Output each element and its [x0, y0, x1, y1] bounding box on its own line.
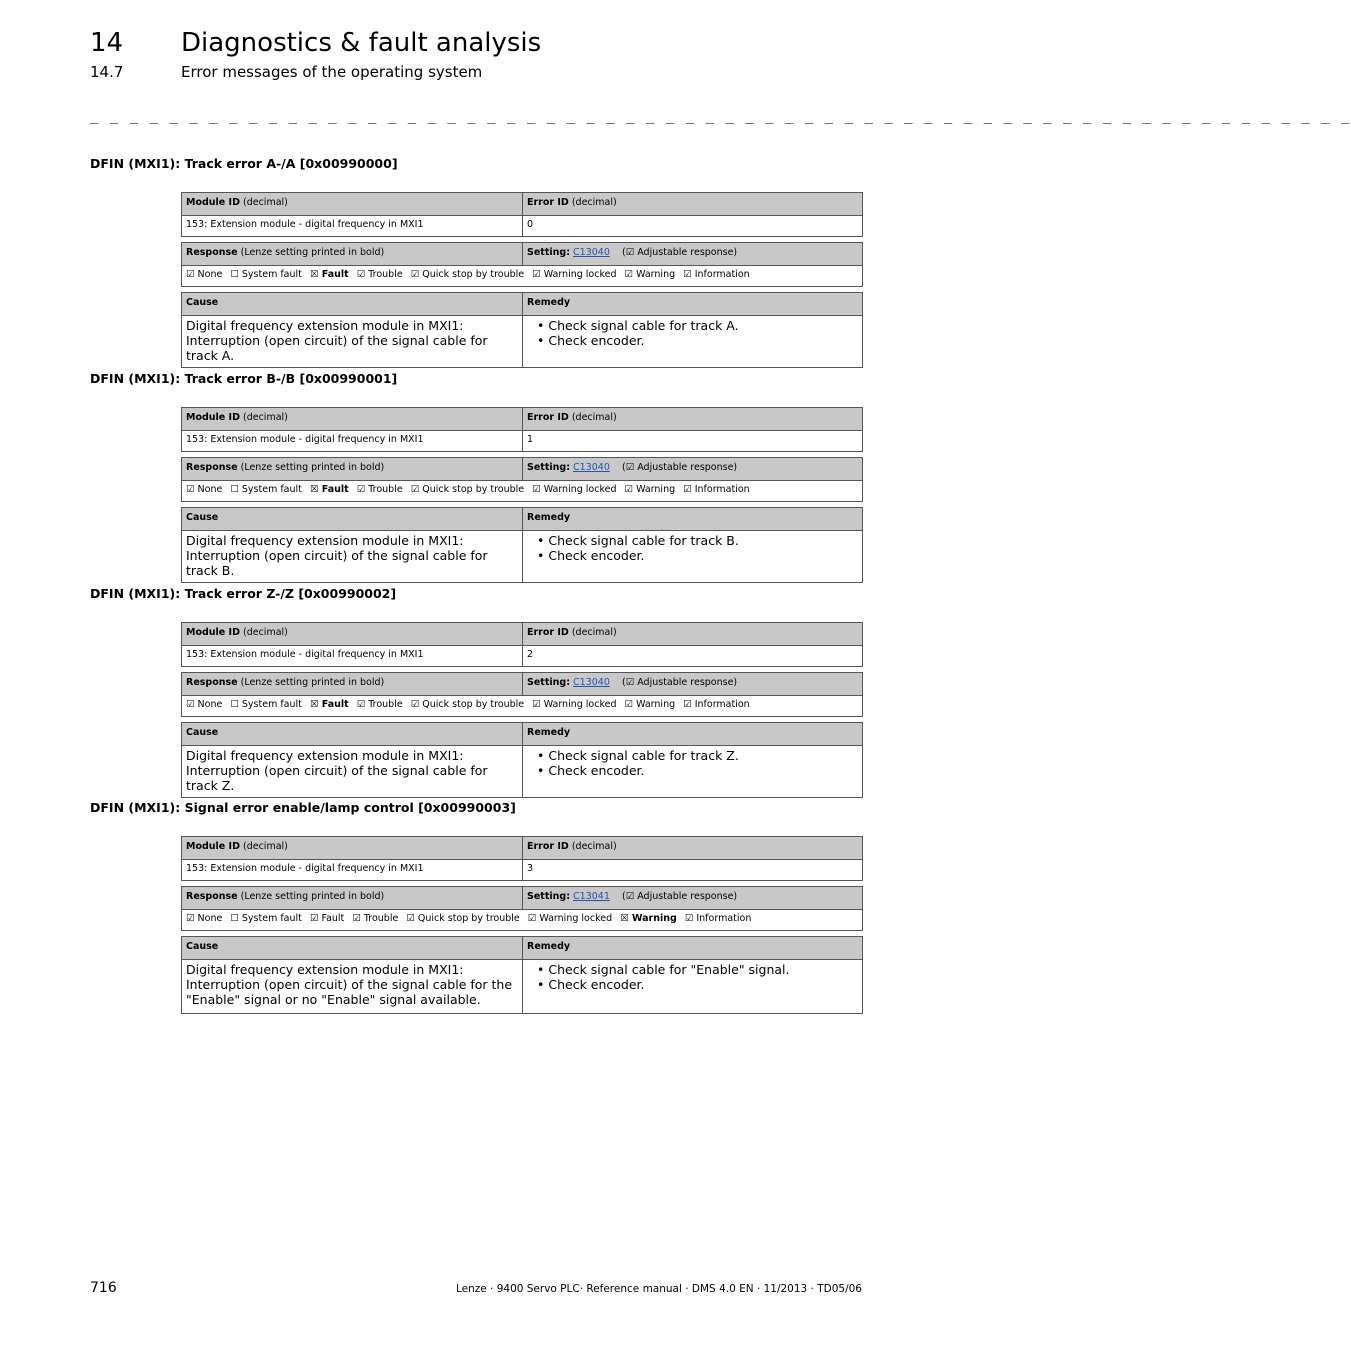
response-information: ☑ Information: [684, 913, 752, 924]
error-heading: DFIN (MXI1): Signal error enable/lamp control [0x00990003]: [90, 800, 516, 815]
response-trouble: ☑ Trouble: [352, 913, 399, 924]
remedy-header: Remedy: [523, 293, 863, 316]
setting-code-link[interactable]: C13040: [573, 677, 610, 688]
response-options: [182, 910, 863, 931]
module-table: [181, 407, 863, 452]
response-system-fault: ☐ System fault: [230, 269, 302, 280]
response-none: ☑ None: [186, 699, 223, 710]
remedy-header: Remedy: [523, 937, 863, 960]
response-fault: ☑ Fault: [309, 913, 345, 924]
module-id-header: Module ID (decimal): [182, 837, 523, 860]
cause-remedy-table: [181, 292, 863, 368]
response-warning-locked: ☑ Warning locked: [532, 699, 617, 710]
section-number: 14.7: [90, 63, 124, 81]
section-title: Error messages of the operating system: [181, 63, 483, 81]
response-quick-stop: ☑ Quick stop by trouble: [410, 699, 525, 710]
setting-header: Setting: C13040 (☑ Adjustable response): [523, 243, 863, 266]
response-system-fault: ☐ System fault: [230, 699, 302, 710]
response-header: Response (Lenze setting printed in bold): [182, 458, 523, 481]
module-id-value: 153: Extension module - digital frequency in MXI1: [182, 216, 523, 237]
error-id-header: Error ID (decimal): [523, 408, 863, 431]
cause-remedy-table: [181, 507, 863, 583]
error-block: [181, 836, 863, 1014]
module-id-value: 153: Extension module - digital frequency in MXI1: [182, 860, 523, 881]
chapter-number: 14: [90, 28, 124, 58]
error-id-header: Error ID (decimal): [523, 193, 863, 216]
response-trouble: ☑ Trouble: [356, 699, 403, 710]
cause-header: Cause: [182, 293, 523, 316]
error-heading: DFIN (MXI1): Track error B-/B [0x00990001]: [90, 371, 398, 386]
response-system-fault: ☐ System fault: [230, 913, 302, 924]
setting-code-link[interactable]: C13041: [573, 891, 610, 902]
response-none: ☑ None: [186, 269, 223, 280]
cause-header: Cause: [182, 723, 523, 746]
response-warning-locked: ☑ Warning locked: [532, 269, 617, 280]
response-information: ☑ Information: [683, 699, 750, 710]
response-none: ☑ None: [186, 913, 223, 924]
remedy-header: Remedy: [523, 723, 863, 746]
error-id-value: 0: [523, 216, 863, 237]
error-id-value: 2: [523, 646, 863, 667]
page-number: 716: [90, 1280, 117, 1296]
response-options: [182, 266, 863, 287]
cause-remedy-table: [181, 936, 863, 1014]
cause-remedy-table: [181, 722, 863, 798]
response-warning: ☑ Warning: [624, 269, 676, 280]
response-header: Response (Lenze setting printed in bold): [182, 243, 523, 266]
remedy-item: • Check signal cable for track B.: [537, 533, 858, 548]
setting-header: Setting: C13040 (☑ Adjustable response): [523, 673, 863, 696]
response-trouble: ☑ Trouble: [356, 484, 403, 495]
chapter-title: Diagnostics & fault analysis: [181, 28, 542, 58]
remedy-header: Remedy: [523, 508, 863, 531]
response-quick-stop: ☑ Quick stop by trouble: [406, 913, 520, 924]
remedy-list: [523, 531, 863, 583]
cause-text: Digital frequency extension module in MXI1: Interruption (open circuit) of the signal cable for track Z.: [182, 746, 523, 798]
response-warning: ☑ Warning: [624, 699, 676, 710]
response-options: [182, 481, 863, 502]
response-information: ☑ Information: [683, 269, 750, 280]
response-warning: ☑ Warning: [624, 484, 676, 495]
error-id-value: 3: [523, 860, 863, 881]
response-quick-stop: ☑ Quick stop by trouble: [410, 269, 525, 280]
response-system-fault: ☐ System fault: [230, 484, 302, 495]
response-fault: ☒ Fault: [309, 699, 349, 710]
response-table: [181, 242, 863, 287]
setting-header: Setting: C13040 (☑ Adjustable response): [523, 458, 863, 481]
remedy-item: • Check encoder.: [537, 977, 858, 992]
response-table: [181, 457, 863, 502]
error-heading: DFIN (MXI1): Track error Z-/Z [0x00990002]: [90, 586, 397, 601]
response-warning-locked: ☑ Warning locked: [527, 913, 613, 924]
cause-header: Cause: [182, 508, 523, 531]
error-id-value: 1: [523, 431, 863, 452]
response-information: ☑ Information: [683, 484, 750, 495]
module-table: [181, 192, 863, 237]
remedy-item: • Check signal cable for track Z.: [537, 748, 858, 763]
response-fault: ☒ Fault: [309, 269, 349, 280]
error-block: [181, 622, 863, 798]
response-fault: ☒ Fault: [309, 484, 349, 495]
module-id-header: Module ID (decimal): [182, 193, 523, 216]
remedy-list: [523, 746, 863, 798]
remedy-list: [523, 316, 863, 368]
footer-document-info: Lenze · 9400 Servo PLC· Reference manual · DMS 4.0 EN · 11/2013 · TD05/06: [455, 1283, 862, 1295]
response-header: Response (Lenze setting printed in bold): [182, 887, 523, 910]
error-id-header: Error ID (decimal): [523, 623, 863, 646]
error-id-header: Error ID (decimal): [523, 837, 863, 860]
setting-code-link[interactable]: C13040: [573, 247, 610, 258]
module-id-header: Module ID (decimal): [182, 408, 523, 431]
error-block: [181, 192, 863, 368]
response-quick-stop: ☑ Quick stop by trouble: [410, 484, 525, 495]
cause-text: Digital frequency extension module in MXI1: Interruption (open circuit) of the signal cable for track A.: [182, 316, 523, 368]
cause-text: Digital frequency extension module in MXI1: Interruption (open circuit) of the signal cable for track B.: [182, 531, 523, 583]
response-options: [182, 696, 863, 717]
module-id-value: 153: Extension module - digital frequency in MXI1: [182, 431, 523, 452]
module-table: [181, 836, 863, 881]
remedy-item: • Check signal cable for track A.: [537, 318, 858, 333]
response-trouble: ☑ Trouble: [356, 269, 403, 280]
response-table: [181, 672, 863, 717]
cause-header: Cause: [182, 937, 523, 960]
module-id-value: 153: Extension module - digital frequency in MXI1: [182, 646, 523, 667]
response-table: [181, 886, 863, 931]
remedy-list: [523, 960, 863, 1014]
remedy-item: • Check signal cable for "Enable" signal.: [537, 962, 858, 977]
separator-line: _ _ _ _ _ _ _ _ _ _ _ _ _ _ _ _ _ _ _ _ _ _ _ _ _ _ _ _ _ _ _ _ _ _ _ _ _ _ _ _ _ _ _ _ _ _ _ _ _ _ _ _ _ _ _ _ _ _ _ _ _ _ _ _: [90, 108, 1351, 124]
remedy-item: • Check encoder.: [537, 548, 858, 563]
setting-code-link[interactable]: C13040: [573, 462, 610, 473]
response-warning: ☒ Warning: [620, 913, 677, 924]
module-table: [181, 622, 863, 667]
remedy-item: • Check encoder.: [537, 333, 858, 348]
error-heading: DFIN (MXI1): Track error A-/A [0x00990000]: [90, 156, 398, 171]
error-block: [181, 407, 863, 583]
module-id-header: Module ID (decimal): [182, 623, 523, 646]
response-none: ☑ None: [186, 484, 223, 495]
response-warning-locked: ☑ Warning locked: [532, 484, 617, 495]
response-header: Response (Lenze setting printed in bold): [182, 673, 523, 696]
remedy-item: • Check encoder.: [537, 763, 858, 778]
cause-text: Digital frequency extension module in MXI1: Interruption (open circuit) of the signal cable for the "Enable" signal or no "Enable" signal available.: [182, 960, 523, 1014]
setting-header: Setting: C13041 (☑ Adjustable response): [523, 887, 863, 910]
